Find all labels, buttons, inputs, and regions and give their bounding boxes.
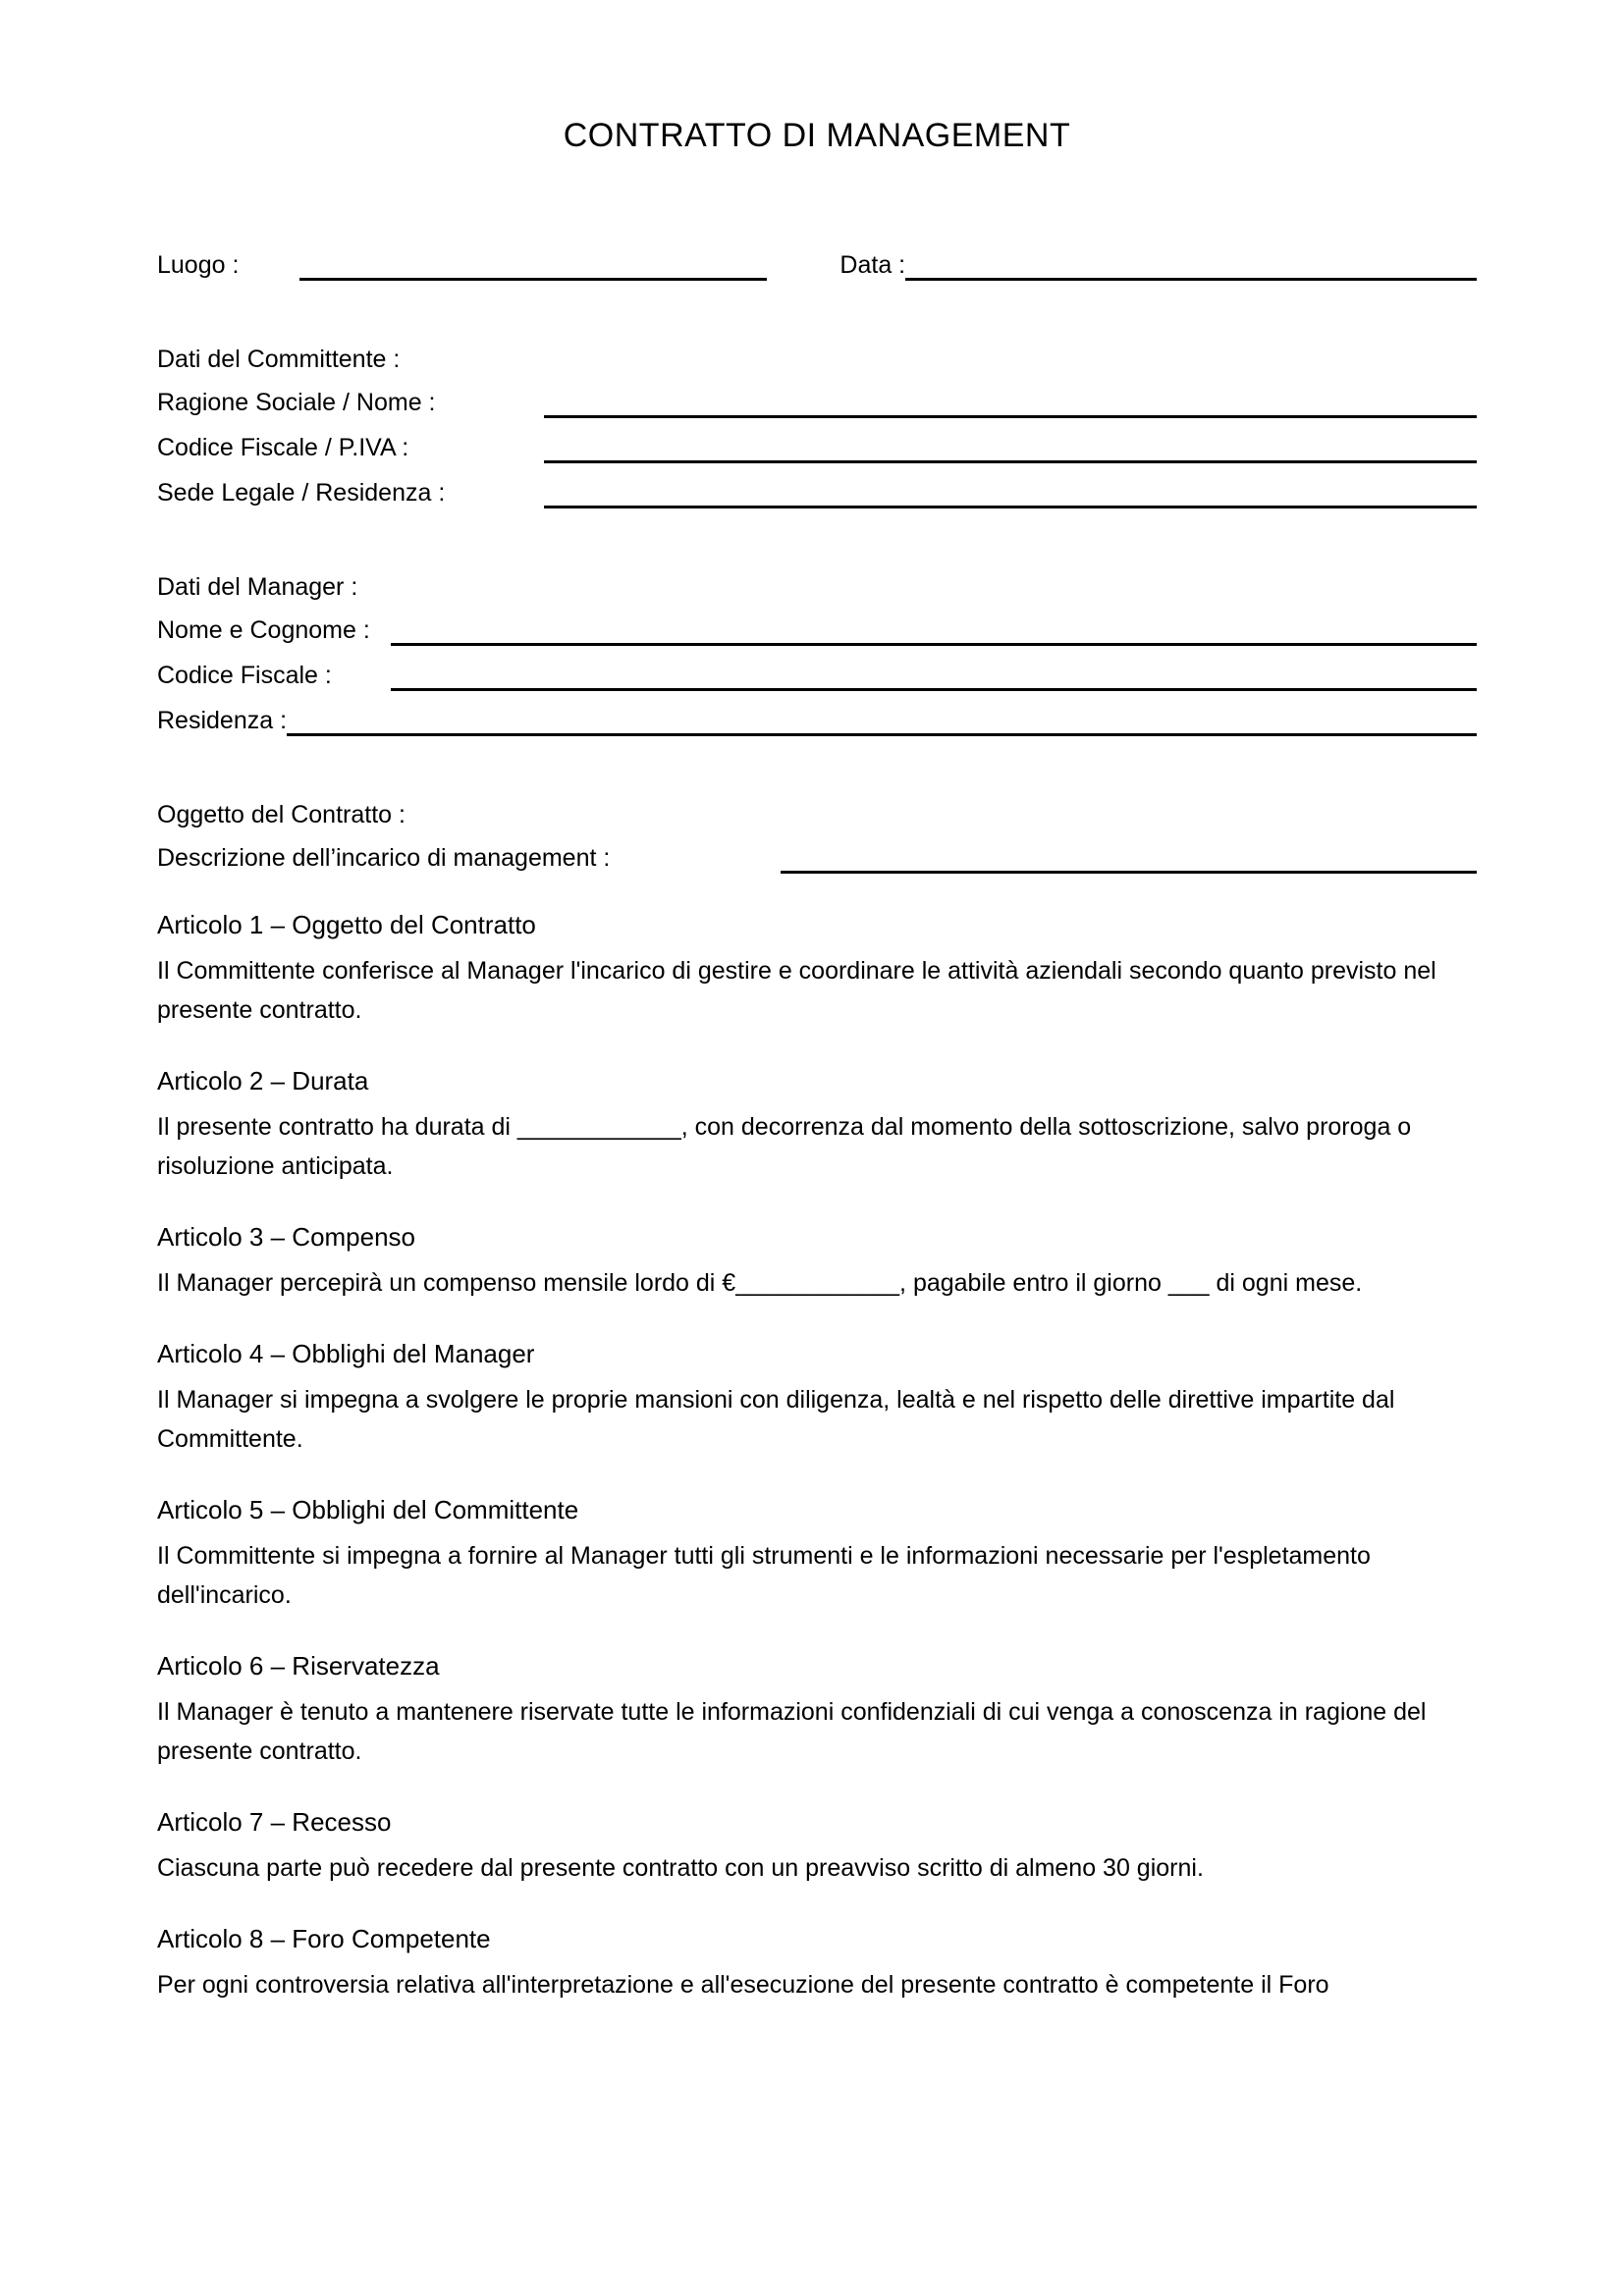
descrizione-fill-line — [781, 842, 1477, 874]
codice-fiscale-piva-fill-line — [544, 432, 1477, 463]
codice-fiscale-piva-label: Codice Fiscale / P.IVA : — [157, 434, 409, 461]
manager-section — [157, 571, 1477, 736]
article-8 — [157, 1923, 1477, 2004]
committente-section-heading: Dati del Committente : — [157, 346, 401, 373]
article-4-heading: Articolo 4 – Obblighi del Manager — [157, 1339, 535, 1368]
article-3-body: Il Manager percepirà un compenso mensile lordo di €____________, pagabile entro il giorno ___ di ogni mese. — [157, 1269, 1363, 1297]
manager-section-heading: Dati del Manager : — [157, 573, 358, 601]
committente-section — [157, 344, 1477, 508]
article-1 — [157, 909, 1477, 1030]
sede-legale-fill-line — [544, 477, 1477, 508]
ragione-sociale-label: Ragione Sociale / Nome : — [157, 389, 436, 416]
descrizione-label: Descrizione dell’incarico di management : — [157, 844, 611, 872]
article-6 — [157, 1650, 1477, 1771]
article-5-body: Il Committente si impegna a fornire al Manager tutti gli strumenti e le informazioni necessarie per l'espletamento dell'incarico. — [157, 1542, 1371, 1609]
article-2 — [157, 1065, 1477, 1186]
article-8-heading: Articolo 8 – Foro Competente — [157, 1924, 491, 1953]
nome-cognome-fill-line — [391, 614, 1477, 646]
residenza-fill-line — [287, 705, 1477, 736]
articles-list — [157, 909, 1477, 2004]
article-6-heading: Articolo 6 – Riservatezza — [157, 1651, 440, 1681]
ragione-sociale-field-row — [157, 387, 1477, 418]
article-2-body: Il presente contratto ha durata di ____________, con decorrenza dal momento della sottoscrizione, salvo proroga o risoluzione anticipata. — [157, 1113, 1412, 1180]
residenza-field-row — [157, 705, 1477, 736]
sede-legale-field-row — [157, 477, 1477, 508]
luogo-data-row — [157, 249, 1477, 281]
oggetto-section — [157, 799, 1477, 874]
luogo-fill-line — [299, 249, 767, 281]
article-4-body: Il Manager si impegna a svolgere le proprie mansioni con diligenza, lealtà e nel rispetto delle direttive impartite dal Committente. — [157, 1386, 1395, 1453]
article-7 — [157, 1806, 1477, 1888]
article-4 — [157, 1338, 1477, 1459]
nome-cognome-label: Nome e Cognome : — [157, 616, 370, 644]
article-6-body: Il Manager è tenuto a mantenere riservate tutte le informazioni confidenziali di cui venga a conoscenza in ragione del presente contratto. — [157, 1698, 1427, 1765]
data-label: Data : — [839, 251, 906, 279]
article-7-heading: Articolo 7 – Recesso — [157, 1807, 392, 1837]
article-1-heading: Articolo 1 – Oggetto del Contratto — [157, 910, 536, 939]
document-title: CONTRATTO DI MANAGEMENT — [563, 117, 1071, 154]
nome-cognome-field-row — [157, 614, 1477, 646]
article-5 — [157, 1494, 1477, 1615]
article-3 — [157, 1221, 1477, 1303]
data-fill-line — [905, 249, 1477, 281]
residenza-label: Residenza : — [157, 707, 288, 734]
manager-codice-fiscale-field-row — [157, 660, 1477, 691]
manager-codice-fiscale-fill-line — [391, 660, 1477, 691]
manager-codice-fiscale-label: Codice Fiscale : — [157, 662, 332, 689]
codice-fiscale-piva-field-row — [157, 432, 1477, 463]
luogo-label: Luogo : — [157, 251, 240, 279]
sede-legale-label: Sede Legale / Residenza : — [157, 479, 446, 507]
article-8-body: Per ogni controversia relativa all'interpretazione e all'esecuzione del presente contratto è competente il Foro — [157, 1971, 1329, 1999]
oggetto-section-heading: Oggetto del Contratto : — [157, 801, 406, 828]
article-1-body: Il Committente conferisce al Manager l'incarico di gestire e coordinare le attività aziendali secondo quanto previsto nel presente contratto. — [157, 957, 1436, 1024]
descrizione-field-row — [157, 842, 1477, 874]
article-3-heading: Articolo 3 – Compenso — [157, 1222, 416, 1252]
ragione-sociale-fill-line — [544, 387, 1477, 418]
article-5-heading: Articolo 5 – Obblighi del Committente — [157, 1495, 579, 1524]
article-7-body: Ciascuna parte può recedere dal presente contratto con un preavviso scritto di almeno 30 giorni. — [157, 1854, 1204, 1882]
article-2-heading: Articolo 2 – Durata — [157, 1066, 369, 1095]
